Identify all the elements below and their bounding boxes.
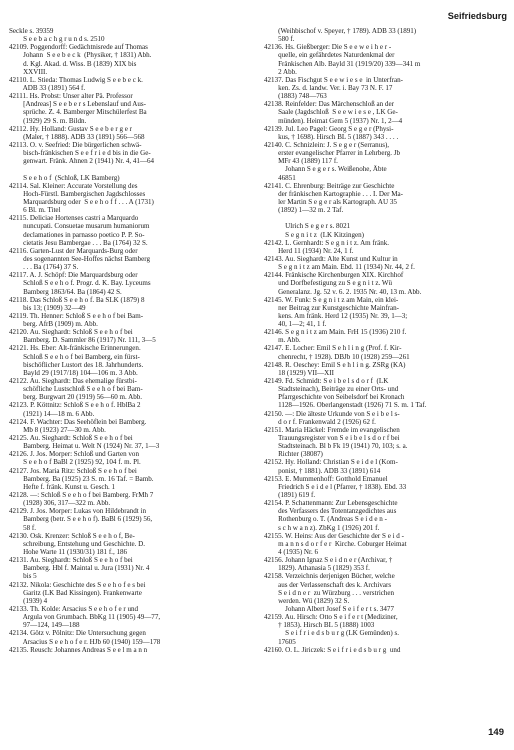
bibliography-line: 42111. Hs. Probst: Unser alter Pä. Professor <box>9 92 133 101</box>
bibliography-line: S e g n i t z am Main. Ebd. 11 (1934) Nr. 44, 2 f. <box>264 263 415 272</box>
bibliography-line: 42155. W. Heins: Aus der Geschichte der S e i d - <box>264 531 404 540</box>
bibliography-line: 42138. Reinfelder: Das Märchenschloß an der <box>264 100 394 109</box>
bibliography-line: 42135. Reusch: Johannes Andreas S e e l m a n n <box>9 645 148 654</box>
bibliography-line: . . . Ba (1764) 37 S. <box>9 263 79 272</box>
bibliography-line: 42119. Th. Henner: Schloß S e e h o f bei Bam- <box>9 311 144 320</box>
bibliography-line: Bamberg. Hbl f. Maintal u. Jura (1931) Nr. 4 <box>9 564 150 573</box>
bibliography-line: 42137. Das Fischgut S e e w i e s e in Unterfran- <box>264 75 403 84</box>
bibliography-line: 42113. O. v. Seefried: Die bürgerlichen schwä- <box>9 140 142 149</box>
bibliography-line: quelle, ein gefährdetes Naturdenkmal der <box>264 51 395 60</box>
bibliography-line: 42116. Garten-Lust der Marquards-Burg oder <box>9 246 138 255</box>
bibliography-line: 42123. P. Köttnitz: Schloß S e e h o f. HblBa 2 <box>9 401 141 410</box>
bibliography-line: Bamberg. Ba (1925) 23 S. m. 16 Taf. = Bamb. <box>9 474 154 483</box>
bibliography-line: Seckle s. 39359 <box>9 27 54 35</box>
bibliography-line: berg. Burgwart 20 (1919) 56—60 m. Abb. <box>9 393 143 402</box>
bibliography-line: (1921) 14—18 m. 6 Abb. <box>9 409 95 418</box>
bibliography-line: bis 5 <box>9 572 37 581</box>
bibliography-line: Marquardsburg oder S e e h o f f . . . A (1731) <box>9 197 154 206</box>
bibliography-line: Stadtsteinach. Bl b Fk 19 (1941) 70, 103; s. a. <box>264 442 408 451</box>
bibliography-line: Richter (38087) <box>264 450 323 459</box>
bibliography-line: S e e b a c h g r u n d s. 2510 <box>9 35 105 44</box>
bibliography-line: Bamberg (betr. S e e h o f). BaBl 6 (1929) 56, <box>9 515 153 524</box>
bibliography-line: werden. Wü (1829) 32 S. <box>264 596 350 605</box>
bibliography-line: Hoch-Fürstl. Bambergischen Jagdschlosses <box>9 189 146 198</box>
bibliography-line: 42110. L. Stieda: Thomas Ludwig S e e b e c k. <box>9 75 143 84</box>
bibliography-line: Trauungsregister von S e i b e l s d o r f bei <box>264 434 400 443</box>
bibliography-line: 42160. O. L. Jiriczek: S e i f r i e d s b u r g und <box>264 645 401 654</box>
bibliography-line: genwart. Fränk. Ahnen 2 (1941) Nr. 4, 41—64 <box>9 157 155 166</box>
bibliography-line: 42118. Das Schloß S e e h o f. Ba SLK (1879) 8 <box>9 295 145 304</box>
bibliography-line: 42122. Au. Sieghardt: Das ehemalige fürstbi- <box>9 377 137 386</box>
bibliography-line: declamationes in parnasso poetico P. P. So- <box>9 230 145 239</box>
bibliography-line: 42145. W. Funk: S e g n i t z am Main, ein klei- <box>264 295 399 304</box>
bibliography-line: 42150. —: Die älteste Urkunde von S e i b e l s- <box>264 409 400 418</box>
bibliography-line: Bamberg 1863/64. Ba (1864) 42 S. <box>9 287 122 296</box>
bibliography-line: Generalanz. Jg. 52 v. 6. 2. 1935 Nr. 40, 13 m. Abb. <box>264 287 422 296</box>
bibliography-line: cietatis Jesu Bambergae . . . Ba (1764) 32 S. <box>9 238 148 247</box>
bibliography-line: sprüche. Z. 4. Bamberger Mitschülerfest Ba <box>9 108 147 117</box>
bibliography-line: (1891) 619 f. <box>264 491 316 500</box>
bibliography-line: 42126. J. Jos. Morper: Schloß und Garten von <box>9 450 139 459</box>
bibliography-line: 4 (1935) Nr. 6 <box>264 548 319 556</box>
bibliography-line: 42121. Hs. Eber: Alt-fränkische Erinnerungen. <box>9 344 141 353</box>
bibliography-line: Rothenburg o. T. (Andreas S e i d e n - <box>264 515 387 524</box>
page-number: 149 <box>488 727 504 738</box>
bibliography-line: bisch-fränkischen S e e f r i e d bis in die Ge- <box>9 149 151 158</box>
bibliography-line: (1883) 748—763 <box>264 92 327 101</box>
bibliography-line <box>9 165 253 173</box>
bibliography-line: 42120. Au. Sieghardt: Schloß S e e h o f bei <box>9 328 133 337</box>
bibliography-line: 42140. C. Schnizlein: J. S e g e r (Serranus), <box>264 140 390 149</box>
bibliography-line: 42154. P. Schattenmann: Zur Lebensgeschichte <box>264 499 398 508</box>
bibliography-line: Hohe Warte 11 (1930/31) 181 f., 186 <box>9 548 128 556</box>
bibliography-line: 42134. Götz v. Pölnitz: Die Untersuchung gegen <box>9 629 146 638</box>
bibliography-line: 42115. Deliciae Hortenses castri a Marquardo <box>9 214 139 223</box>
bibliography-line: der fränkischen Kartographie . . . I. Der Ma- <box>264 189 403 198</box>
bibliography-line: 46851 <box>264 173 296 182</box>
bibliography-line: 42136. Hs. Gießberger: Die S e e w e i h e r - <box>264 43 392 52</box>
bibliography-line: Stadtsteinach), Beiträge zu einer Orts- und <box>264 385 399 394</box>
bibliography-line: (1892) 1—32 m. 2 Taf. <box>264 206 344 215</box>
bibliography-line: 42129. J. Jos. Morper: Lukas von Hildebrandt in <box>9 507 147 516</box>
bibliography-line: 42128. —: Schloß S e e h o f bei Bamberg. FrMh 7 <box>9 491 154 500</box>
bibliography-line: 1128—1926. Oberlangenstadt (1926) 71 S. m. 1 Taf. <box>264 401 427 410</box>
bibliography-line: (Maler, † 1888). ADB 33 (1891) 566—568 <box>9 132 145 141</box>
bibliography-line: 42158. Verzeichnis derjenigen Bücher, welche <box>264 572 395 581</box>
bibliography-line: 42139. Jul. Leo Pagel: Georg S e g e r (Physi- <box>264 124 394 133</box>
bibliography-line: Johann S e g e r s. Weißenohe, Äbte <box>264 165 387 174</box>
bibliography-line: Fränkischen Alb. Bayld 31 (1919/20) 339—341 m <box>264 59 421 68</box>
bibliography-line: (1928) 306, 317—322 m. Abb. <box>9 499 111 508</box>
bibliography-line: 42156. Johann Ignaz S e i d n e r (Archivar, † <box>264 556 393 565</box>
bibliography-line: des Verfassers des Totentanzgedichtes aus <box>264 507 397 516</box>
bibliography-line: S e i f r i e d s b u r g (LK Gemünden) s. <box>264 629 400 638</box>
bibliography-line: 42124. F. Wachter: Das Seehöflein bei Bamberg. <box>9 417 147 426</box>
left-column <box>9 27 253 654</box>
bibliography-line <box>264 214 508 222</box>
bibliography-line: (Weihbischof v. Speyer, † 1789). ADB 33 (1891) <box>264 27 417 35</box>
bibliography-line: 42151. Maria Häckel: Fremde im evangelischen <box>264 425 400 434</box>
bibliography-line: schöfliche Lustschloß S e e h o f bei Bam- <box>9 385 143 394</box>
bibliography-line: erster evangelischer Pfarrer in Lehrberg. Jb <box>264 149 401 158</box>
bibliography-line: Hefte f. fränk. Kunst u. Gesch. 1 <box>9 482 116 491</box>
bibliography-line: 42159. Au. Hirsch: Otto S e i f e r t (Mediziner, <box>264 613 398 622</box>
bibliography-line: kus, † 1698). Hirsch BL 5 (1887) 343 . . . . <box>264 132 399 141</box>
bibliography-line: ken. Zs. d. landw. Ver. i. Bay 73 N. F. 17 <box>264 83 393 92</box>
bibliography-line: aus der Verlassenschaft des k. Archivars <box>264 580 392 589</box>
bibliography-line: Argula von Grumbach. BbKg 11 (1905) 49—77, <box>9 613 161 622</box>
bibliography-line: 1829). Athanasia 5 (1829) 353 f. <box>264 564 370 573</box>
bibliography-line: † 1853). Hirsch BL 5 (1888) 1003 <box>264 621 375 630</box>
bibliography-line: XXVIII. <box>9 67 48 76</box>
bibliography-line: Johann S e e b e c k (Physiker, † 1831) Abh. <box>9 51 152 60</box>
bibliography-line: Saale (Jagdschloß S e e w i e s e , LK Ge- <box>264 108 398 117</box>
bibliography-line: 42133. Th. Kolde: Arsacius S e e h o f e r und <box>9 604 139 613</box>
bibliography-line: 42117. A. J. Schöpf: Die Marquardsburg oder <box>9 271 138 280</box>
bibliography-line: Garitz (LK Bad Kissingen). Frankenwarte <box>9 588 142 597</box>
bibliography-line: S e i d n e r zu Würzburg . . . verstrichen <box>264 588 395 597</box>
bibliography-line: ler Martin S e g e r als Kartograph. AU 35 <box>264 197 397 206</box>
bibliography-line: 42112. Hy. Holland: Gustav S e e b e r g e r <box>9 124 132 133</box>
bibliography-line: 42127. Jos. Maria Ritz: Schloß S e e h o f bei <box>9 466 137 475</box>
bibliography-line: des sogenannten See-Hoffes nächst Bamberg <box>9 254 151 263</box>
bibliography-line: 17605 <box>264 637 296 646</box>
bibliography-line: 40, 1—2; 41, 1 f. <box>264 320 327 329</box>
bibliography-line: S e g n i t z (LK Kitzingen) <box>264 230 365 239</box>
page-header <box>8 11 507 25</box>
bibliography-line: 42144. Fränkische Kirchenburgen XIX. Kirchhof <box>264 271 404 280</box>
bibliography-line: ADB 33 (1891) 564 f. <box>9 83 86 92</box>
bibliography-line: 18 (1929) VII—XII <box>264 368 334 377</box>
bibliography-line: (1939) 4 <box>9 596 48 605</box>
bibliography-line: und Dorfbefestigung zu S e g n i t z. Wü <box>264 279 393 288</box>
bibliography-line: m a n n s d o r f e r Kirche. Coburger Heimat <box>264 539 407 548</box>
bibliography-line: MFr 43 (1889) 117 f. <box>264 157 338 166</box>
bibliography-line: Bayld 29 (1917/18) 104—106 m. 3 Abb. <box>9 368 138 377</box>
running-title: Seifriedsburg <box>447 11 507 21</box>
bibliography-line: kens. Am fränk. Herd 12 (1935) Nr. 39, 1—3; <box>264 311 408 320</box>
bibliography-line: 6 Bl. m. Titel <box>9 206 61 215</box>
bibliography-line: Schloß S e e h o f bei Bamberg, ein fürst- <box>9 352 140 361</box>
bibliography-line: Pfarrgeschichte von Seibelsdorf bei Kronach <box>264 393 405 402</box>
bibliography-line: 42125. Au. Sieghardt: Schloß S e e h o f bei <box>9 434 133 443</box>
bibliography-line: 42146. S e g n i t z am Main. FrH 15 (1936) 210 f. <box>264 328 407 337</box>
bibliography-line: ponist, † 1881). ADB 33 (1891) 614 <box>264 466 381 475</box>
bibliography-line: berg. AfrB (1909) m. Abb. <box>9 320 98 329</box>
bibliography-line: Bamberg. Heimat u. Welt N (1924) Nr. 37, 1—3 <box>9 442 160 451</box>
bibliography-line: 42131. Au. Sieghardt: Schloß S e e h o f bei <box>9 556 133 565</box>
bibliography-line: Arsacius S e e h o f e r. HJb 60 (1940) 159—178 <box>9 637 161 646</box>
bibliography-line: d o r f. Frankenwald 2 (1926) 62 f. <box>264 417 376 426</box>
bibliography-line: ner Beitrag zur Kunstgeschichte Mainfran- <box>264 303 400 312</box>
bibliography-line: 580 f. <box>264 35 295 44</box>
bibliography-line: 42141. C. Ehrenburg: Beiträge zur Geschichte <box>264 181 395 190</box>
bibliography-line: Bamberg. D. Sammler 86 (1917) Nr. 111, 3—5 <box>9 336 156 345</box>
bibliography-line: Schloß S e e h o f. Progr. d. K. Bay. Lyceums <box>9 279 151 288</box>
bibliography-line: bis 13; (1909) 32—49 <box>9 303 86 312</box>
bibliography-line: Johann Albert Josef S e i f e r t s. 3477 <box>264 604 394 613</box>
bibliography-line: 42114. Sal. Kleiner: Accurate Vorstellung des <box>9 181 138 190</box>
bibliography-line: d. Kgl. Akad. d. Wiss. B (1839) XIX bis <box>9 59 137 68</box>
bibliography-line: 42153. E. Mummenhoff: Gotthold Emanuel <box>264 474 388 483</box>
bibliography-line: 42143. Au. Sieghardt: Alte Kunst und Kultur in <box>264 254 398 263</box>
bibliography-line: 42148. R. Oeschey: Emil S e h l i n g. ZSRg (KA) <box>264 360 406 369</box>
bibliography-line: chenrecht, † 1928). DBJb 10 (1928) 259—261 <box>264 352 410 361</box>
bibliography-line: münden). Heimat Gem 5 (1937) Nr. 1, 2—4 <box>264 116 403 125</box>
bibliography-line: Ulrich S e g e r s. 8021 <box>264 222 351 231</box>
bibliography-line: 58 f. <box>9 523 37 532</box>
bibliography-line: [Andreas] S e e b e r s Lebenslauf und Aus- <box>9 100 146 109</box>
bibliography-line: schreibung, Entstehung und Geschichte. D. <box>9 539 146 548</box>
bibliography-line: 97—124, 149—188 <box>9 621 80 630</box>
bibliography-line: (1929) 29 S. m. Bildn. <box>9 116 87 125</box>
bibliography-line: Friedrich S e i d e l (Pfarrer, † 1838). Ebd. 33 <box>264 482 407 491</box>
bibliography-line: s c h w a n z). ZbKg 1 (1926) 201 f. <box>264 523 380 532</box>
bibliography-line: 42142. L. Gernhardt: S e g n i t z. Am fränk. <box>264 238 390 247</box>
bibliography-line: 42149. Fd. Schmidt: S e i b e l s d o r f (LK <box>264 377 389 386</box>
bibliography-line: bischöflicher Lustort des 18. Jahrhunderts. <box>9 360 144 369</box>
bibliography-line: 42152. Hy. Holland: Christian S e i d e l (Kom- <box>264 458 398 467</box>
bibliography-line: 42130. Osk. Krenzer: Schloß S e e h o f, Be- <box>9 531 135 540</box>
bibliography-line: m. Abb. <box>264 336 301 345</box>
bibliography-line: Mb 8 (1923) 27—30 m. Abb. <box>9 425 106 434</box>
bibliography-line: S e e h o f BaBl 2 (1925) 92, 104 f. m. Pl. <box>9 458 141 467</box>
bibliography-line: nuncupati. Consuetae musarum humaniorum <box>9 222 150 231</box>
bibliography-line: Herd 11 (1934) Nr. 24, 1 f. <box>264 246 354 255</box>
bibliography-line: S e e h o f (Schloß, LK Bamberg) <box>9 173 120 182</box>
bibliography-line: 42132. Nikola: Geschichte des S e e h o f e s bei <box>9 580 146 589</box>
bibliography-line: 42147. E. Locher: Emil S e h l i n g (Prof. f. Kir- <box>264 344 402 353</box>
bibliography-line: 2 Abb. <box>264 67 297 76</box>
bibliography-line: 42109. Poggendorff: Gedächtnisrede auf Thomas <box>9 43 148 52</box>
right-column <box>264 27 508 654</box>
